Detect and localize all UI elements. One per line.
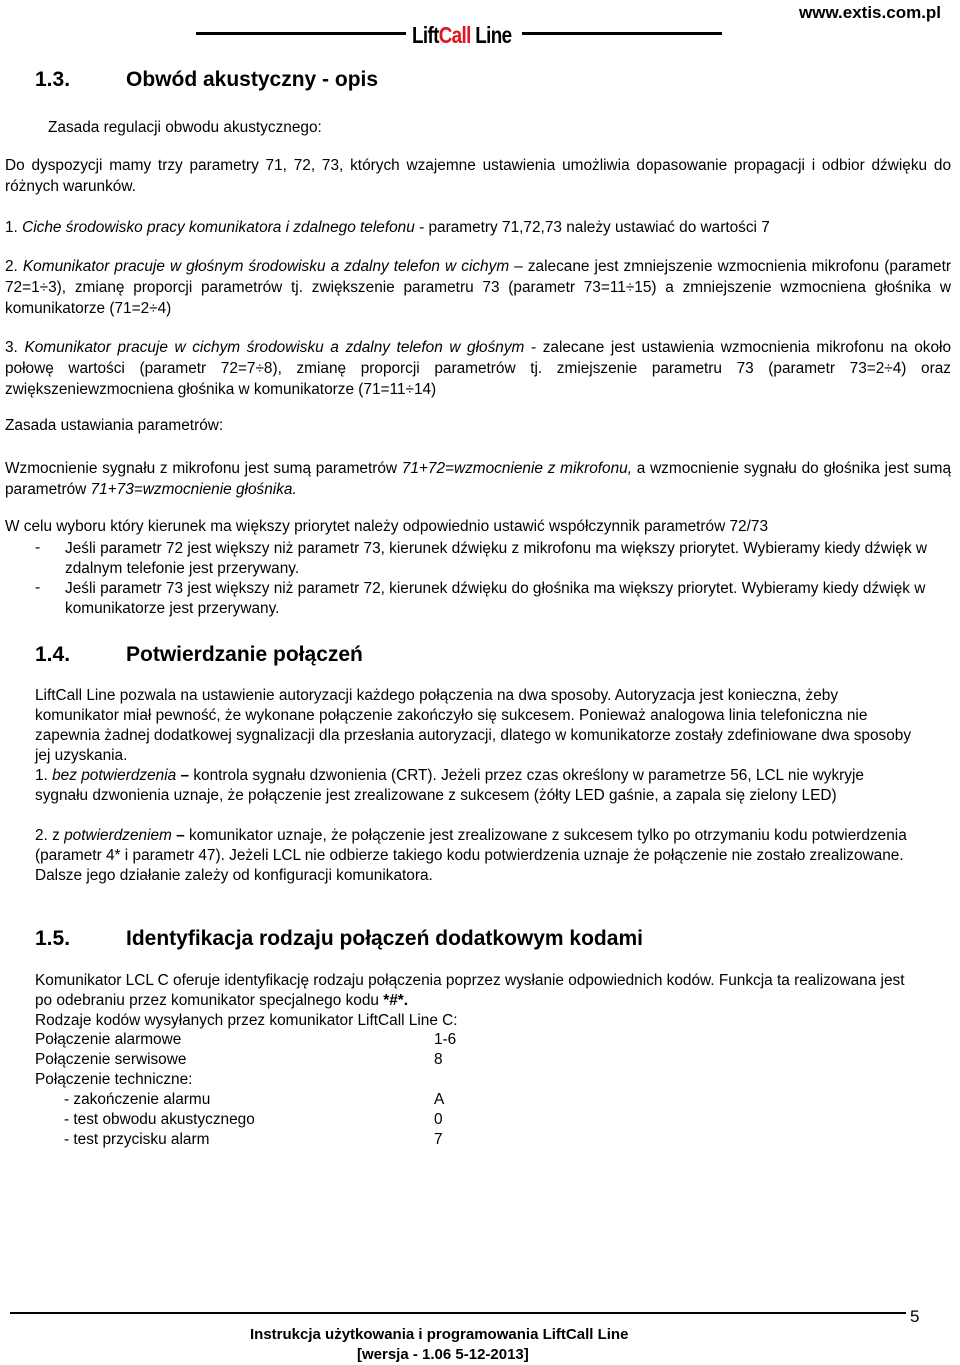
bullet-dash-1: -: [35, 539, 41, 556]
code-value: A: [434, 1091, 445, 1108]
authorization-paragraph: LiftCall Line pozwala na ustawienie autoryzacji każdego połączenia na dwa sposoby. Autoryzacja jest konieczna, żeby komunikator miał pewność, że wykonane połączenie zakończyło się sukcesem. Ponieważ analogowa linia telefoniczna nie zapewnia żadnej dodatkowej sygnalizacji dla przesłania autoryzacji, dlatego w komunikatorze zostały zdefiniowane dwa sposoby jej uzyskania.: [35, 687, 912, 764]
code-label: Połączenie serwisowe: [35, 1051, 187, 1068]
page-number: 5: [910, 1307, 920, 1326]
gain-paragraph: Wzmocnienie sygnału z mikrofonu jest sumą parametrów 71+72=wzmocnienie z mikrofonu, a wzmocnienie sygnału do głośnika jest sumą parametrów 71+73=wzmocnienie głośnika.: [5, 460, 951, 498]
list-item-2: 2. Komunikator pracuje w głośnym środowisku a zdalny telefon w cichym – zalecane jest zmniejszenie wzmocnienia mikrofonu (parametr 72=1÷3), zmianę proporcji parametrów tj. zwiększenie parametru 73 (parametr 73=11÷15) a zmniejszenie wzmocniena głośnika w komunikatorze (71=2÷4): [5, 258, 951, 317]
header-rule-right: [522, 32, 722, 35]
footer-rule: [10, 1312, 906, 1314]
footer-title: Instrukcja użytkowania i programowania LiftCall Line: [250, 1326, 629, 1343]
section-number-1-3: 1.3.: [35, 68, 71, 91]
codes-paragraph: Komunikator LCL C oferuje identyfikację rodzaju połączenia poprzez wysłanie odpowiednich kodów. Funkcja ta realizowana jest po odebraniu przez komunikator specjalnego kodu *#*. Rodzaje kodów wysyłanych przez komunikator LiftCall Line C:: [35, 972, 905, 1029]
list-item-1: 1. Ciche środowisko pracy komunikatora i zdalnego telefonu - parametry 71,72,73 należy ustawiać do wartości 7: [5, 219, 770, 236]
bullet-dash-2: -: [35, 579, 41, 596]
code-value: 0: [434, 1111, 443, 1128]
bullet-item-2: Jeśli parametr 73 jest większy niż parametr 72, kierunek dźwięku do głośnika ma większy priorytet. Wybieramy kiedy dźwięk w komunikatorze jest przerywany.: [65, 580, 926, 617]
list-item-3: 3. Komunikator pracuje w cichym środowisku a zdalny telefon w głośnym - zalecane jest ustawienia wzmocnienia mikrofonu na około połowę wartości (parametr 72=7÷8), zmianę proporcji parametrów tj. zmiejszenie parametru 73 (parametr 73=2÷4) oraz zwiększeniewzmocniena głośnika w komunikatorze (71=11÷14): [5, 339, 952, 398]
section-number-1-5: 1.5.: [35, 927, 71, 950]
code-label: Połączenie techniczne:: [35, 1071, 193, 1088]
option-2: 2. z potwierdzeniem – komunikator uznaje, że połączenie jest zrealizowane z sukcesem tylko po otrzymaniu kodu potwierdzenia (parametr 4* i parametr 47). Jeżeli LCL nie odbierze takiego kodu potwierdzenia uznaje że połączenie nie zostało zrealizowane. Dalsze jego działanie zależy od konfiguracji komunikatora.: [35, 827, 907, 884]
bullet-item-1: Jeśli parametr 72 jest większy niż parametr 73, kierunek dźwięku z mikrofonu ma większy priorytet. Wybieramy kiedy dźwięk w zdalnym telefonie jest przerywany.: [65, 540, 928, 577]
code-label: - test obwodu akustycznego: [64, 1111, 255, 1128]
footer-version: [wersja - 1.06 5-12-2013]: [357, 1346, 529, 1363]
intro-paragraph: Do dyspozycji mamy trzy parametry 71, 72, 73, których wzajemne ustawienia umożliwia dopasowanie propagacji i odbior dźwięku do różnych warunków.: [5, 157, 951, 195]
header-rule-left: [196, 32, 406, 35]
rules-heading: Zasada ustawiania parametrów:: [5, 417, 224, 434]
section-number-1-4: 1.4.: [35, 643, 71, 666]
code-value: 1-6: [434, 1031, 457, 1048]
code-value: 7: [434, 1131, 443, 1148]
code-label: - test przycisku alarm: [64, 1131, 210, 1148]
direction-intro: W celu wyboru który kierunek ma większy priorytet należy odpowiednio ustawić współczynnik parametrów 72/73: [5, 518, 769, 535]
subtitle: Zasada regulacji obwodu akustycznego:: [48, 119, 322, 136]
section-title-1-5: Identyfikacja rodzaju połączeń dodatkowym kodami: [126, 927, 643, 950]
code-value: 8: [434, 1051, 443, 1068]
liftcall-logo: LiftCall Line: [412, 22, 512, 48]
website-url[interactable]: www.extis.com.pl: [799, 3, 942, 22]
code-label: Połączenie alarmowe: [35, 1031, 182, 1048]
code-label: - zakończenie alarmu: [64, 1091, 211, 1108]
option-1: 1. bez potwierdzenia – kontrola sygnału dzwonienia (CRT). Jeżeli przez czas określony w parametrze 56, LCL nie wykryje sygnału dzwonienia uznaje, że połączenie jest zrealizowane z sukcesem (żółty LED gaśnie, a zapala się zielony LED): [35, 767, 864, 804]
section-title-1-4: Potwierdzanie połączeń: [126, 643, 363, 666]
section-title-1-3: Obwód akustyczny - opis: [126, 68, 379, 91]
